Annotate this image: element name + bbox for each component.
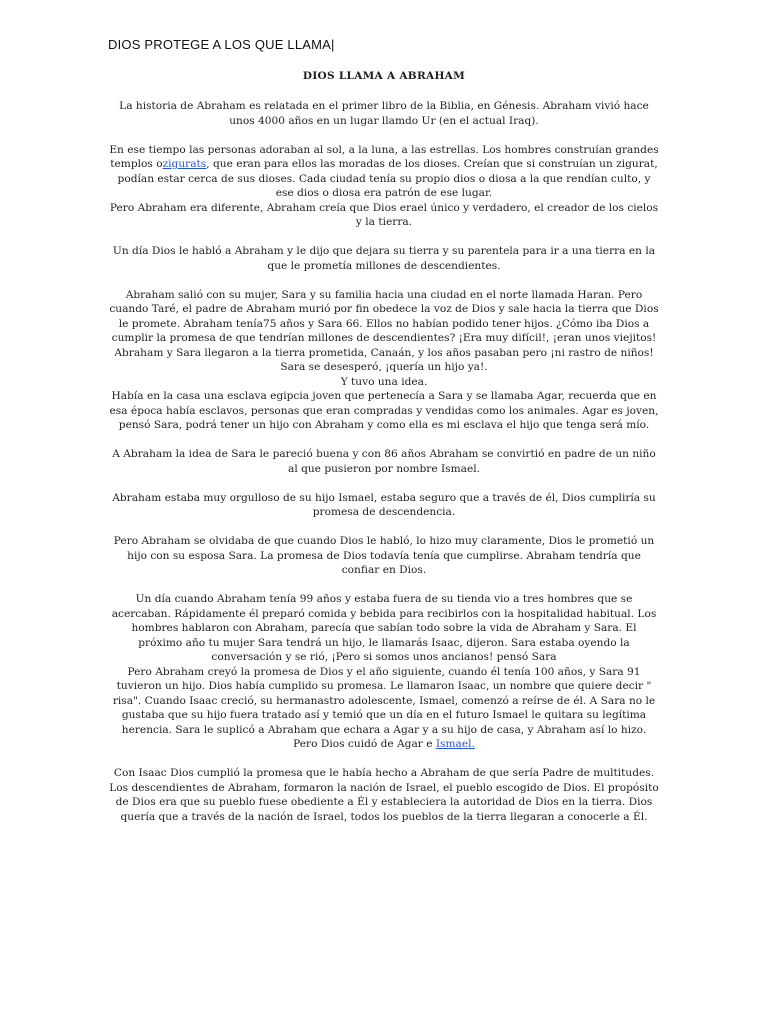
paragraph-12-text: Pero Abraham creyó la promesa de Dios y el año siguiente, cuando él tenía 100 años, y Sara 91 tuvieron un hijo. Dios había cumplido su promesa. Le llamaron Isaac, un nombre que quiere decir " risa". Cuando Isaac creció, su hermanastro adolescente, Ismael, comenzó a reírse de él. A Sara no le gustaba que su hijo fuera tratado así y temió que un día en el futuro Ismael le quitara su legítima herencia. Sara le suplicó a Abraham que echara a Agar y a su hijo de casa, y Abraham así lo hizo. Pero Dios cuidó de Agar e [112,665,656,750]
paragraph-13: Con Isaac Dios cumplió la promesa que le había hecho a Abraham de que sería Padre de multitudes. Los descendientes de Abraham, formaron la nación de Israel, el pueblo escogido de Dios. El propósito de Dios era que su pueblo fuese obediente a Él y estableciera la autoridad de Dios en la tierra. Dios quería que a través de la nación de Israel, todos los pueblos de la tierra llegaran a conocerle a Él. [109,767,659,823]
paragraph-4: Un día Dios le habló a Abraham y le dijo que dejara su tierra y su parentela para ir a una tierra en la que le prometía millones de descendientes. [112,245,656,272]
paragraph-6: Y tuvo una idea. [340,375,428,388]
document-header: DIOS PROTEGE A LOS QUE LLAMA| [108,37,335,52]
paragraph-7: Había en la casa una esclava egipcia joven que pertenecía a Sara y se llamaba Agar, recuerda que en esa época había esclavos, personas que eran compradas y vendidas como los animales. Agar es joven, pensó Sara, podrá tener un hijo con Abraham y como ella es mi esclava el hijo que tenga será mío. [109,390,659,431]
paragraph-2 [108,143,660,201]
paragraph-2-start: En ese tiempo las personas adoraban al sol, a la luna, a las estrellas. Los hombres construían grandes templos o [109,143,659,170]
paragraph-9: Abraham estaba muy orgulloso de su hijo Ismael, estaba seguro que a través de él, Dios cumpliría su promesa de descendencia. [112,491,656,518]
paragraph-10: Pero Abraham se olvidaba de que cuando Dios le habló, lo hizo muy claramente, Dios le prometió un hijo con su esposa Sara. La promesa de Dios todavía tenía que cumplirse. Abraham tendría que confiar en Dios. [113,535,655,576]
paragraph-8: A Abraham la idea de Sara le pareció buena y con 86 años Abraham se convirtió en padre de un niño al que pusieron por nombre Ismael. [112,448,656,475]
paragraph-5: Abraham salió con su mujer, Sara y su familia hacia una ciudad en el norte llamada Haran. Pero cuando Taré, el padre de Abraham murió por fin obedece la voz de Dios y sale hacia la tierra que Dios le promete. Abraham tenía75 años y Sara 66. Ellos no habían podido tener hijos. ¿Cómo iba Dios a cumplir la promesa de que tendrían millones de descendientes? ¡Era muy difícil!, ¡eran unos viejitos! Abraham y Sara llegaron a la tierra prometida, Canaán, y los años pasaban pero ¡ni rastro de niños! Sara se desesperó, ¡quería un hijo ya!. [109,288,659,373]
ismael-link[interactable]: Ismael. [435,738,475,750]
paragraph-1: La historia de Abraham es relatada en el primer libro de la Biblia, en Génesis. Abraham vivió hace unos 4000 años en un lugar llamdo Ur (en el actual Iraq). [119,100,649,127]
document-title: DIOS LLAMA A ABRAHAM [302,70,466,82]
zigurats-link[interactable]: zigurats [162,158,207,170]
paragraph-11: Un día cuando Abraham tenía 99 años y estaba fuera de su tienda vio a tres hombres que se acercaban. Rápidamente él preparó comida y bebida para recibirlos con la hospitalidad habitual. Los hombres hablaron con Abraham, parecía que sabían todo sobre la vida de Abraham y Sara. El próximo año tu mujer Sara tendrá un hijo, le llamarás Isaac, dijeron. Sara estaba oyendo la conversación y se rió, ¡Pero si somos unos ancianos! pensó Sara [111,593,657,663]
paragraph-12 [108,665,660,752]
paragraph-3: Pero Abraham era diferente, Abraham creía que Dios erael único y verdadero, el creador de los cielos y la tierra. [109,201,659,228]
paragraph-2-end: , que eran para ellos las moradas de los dioses. Creían que si construían un zigurat, podían estar cerca de sus dioses. Cada ciudad tenía su propio dios o diosa a la que rendían culto, y ese dios o diosa era patrón de ese lugar. [117,158,658,199]
document-body [108,99,660,824]
